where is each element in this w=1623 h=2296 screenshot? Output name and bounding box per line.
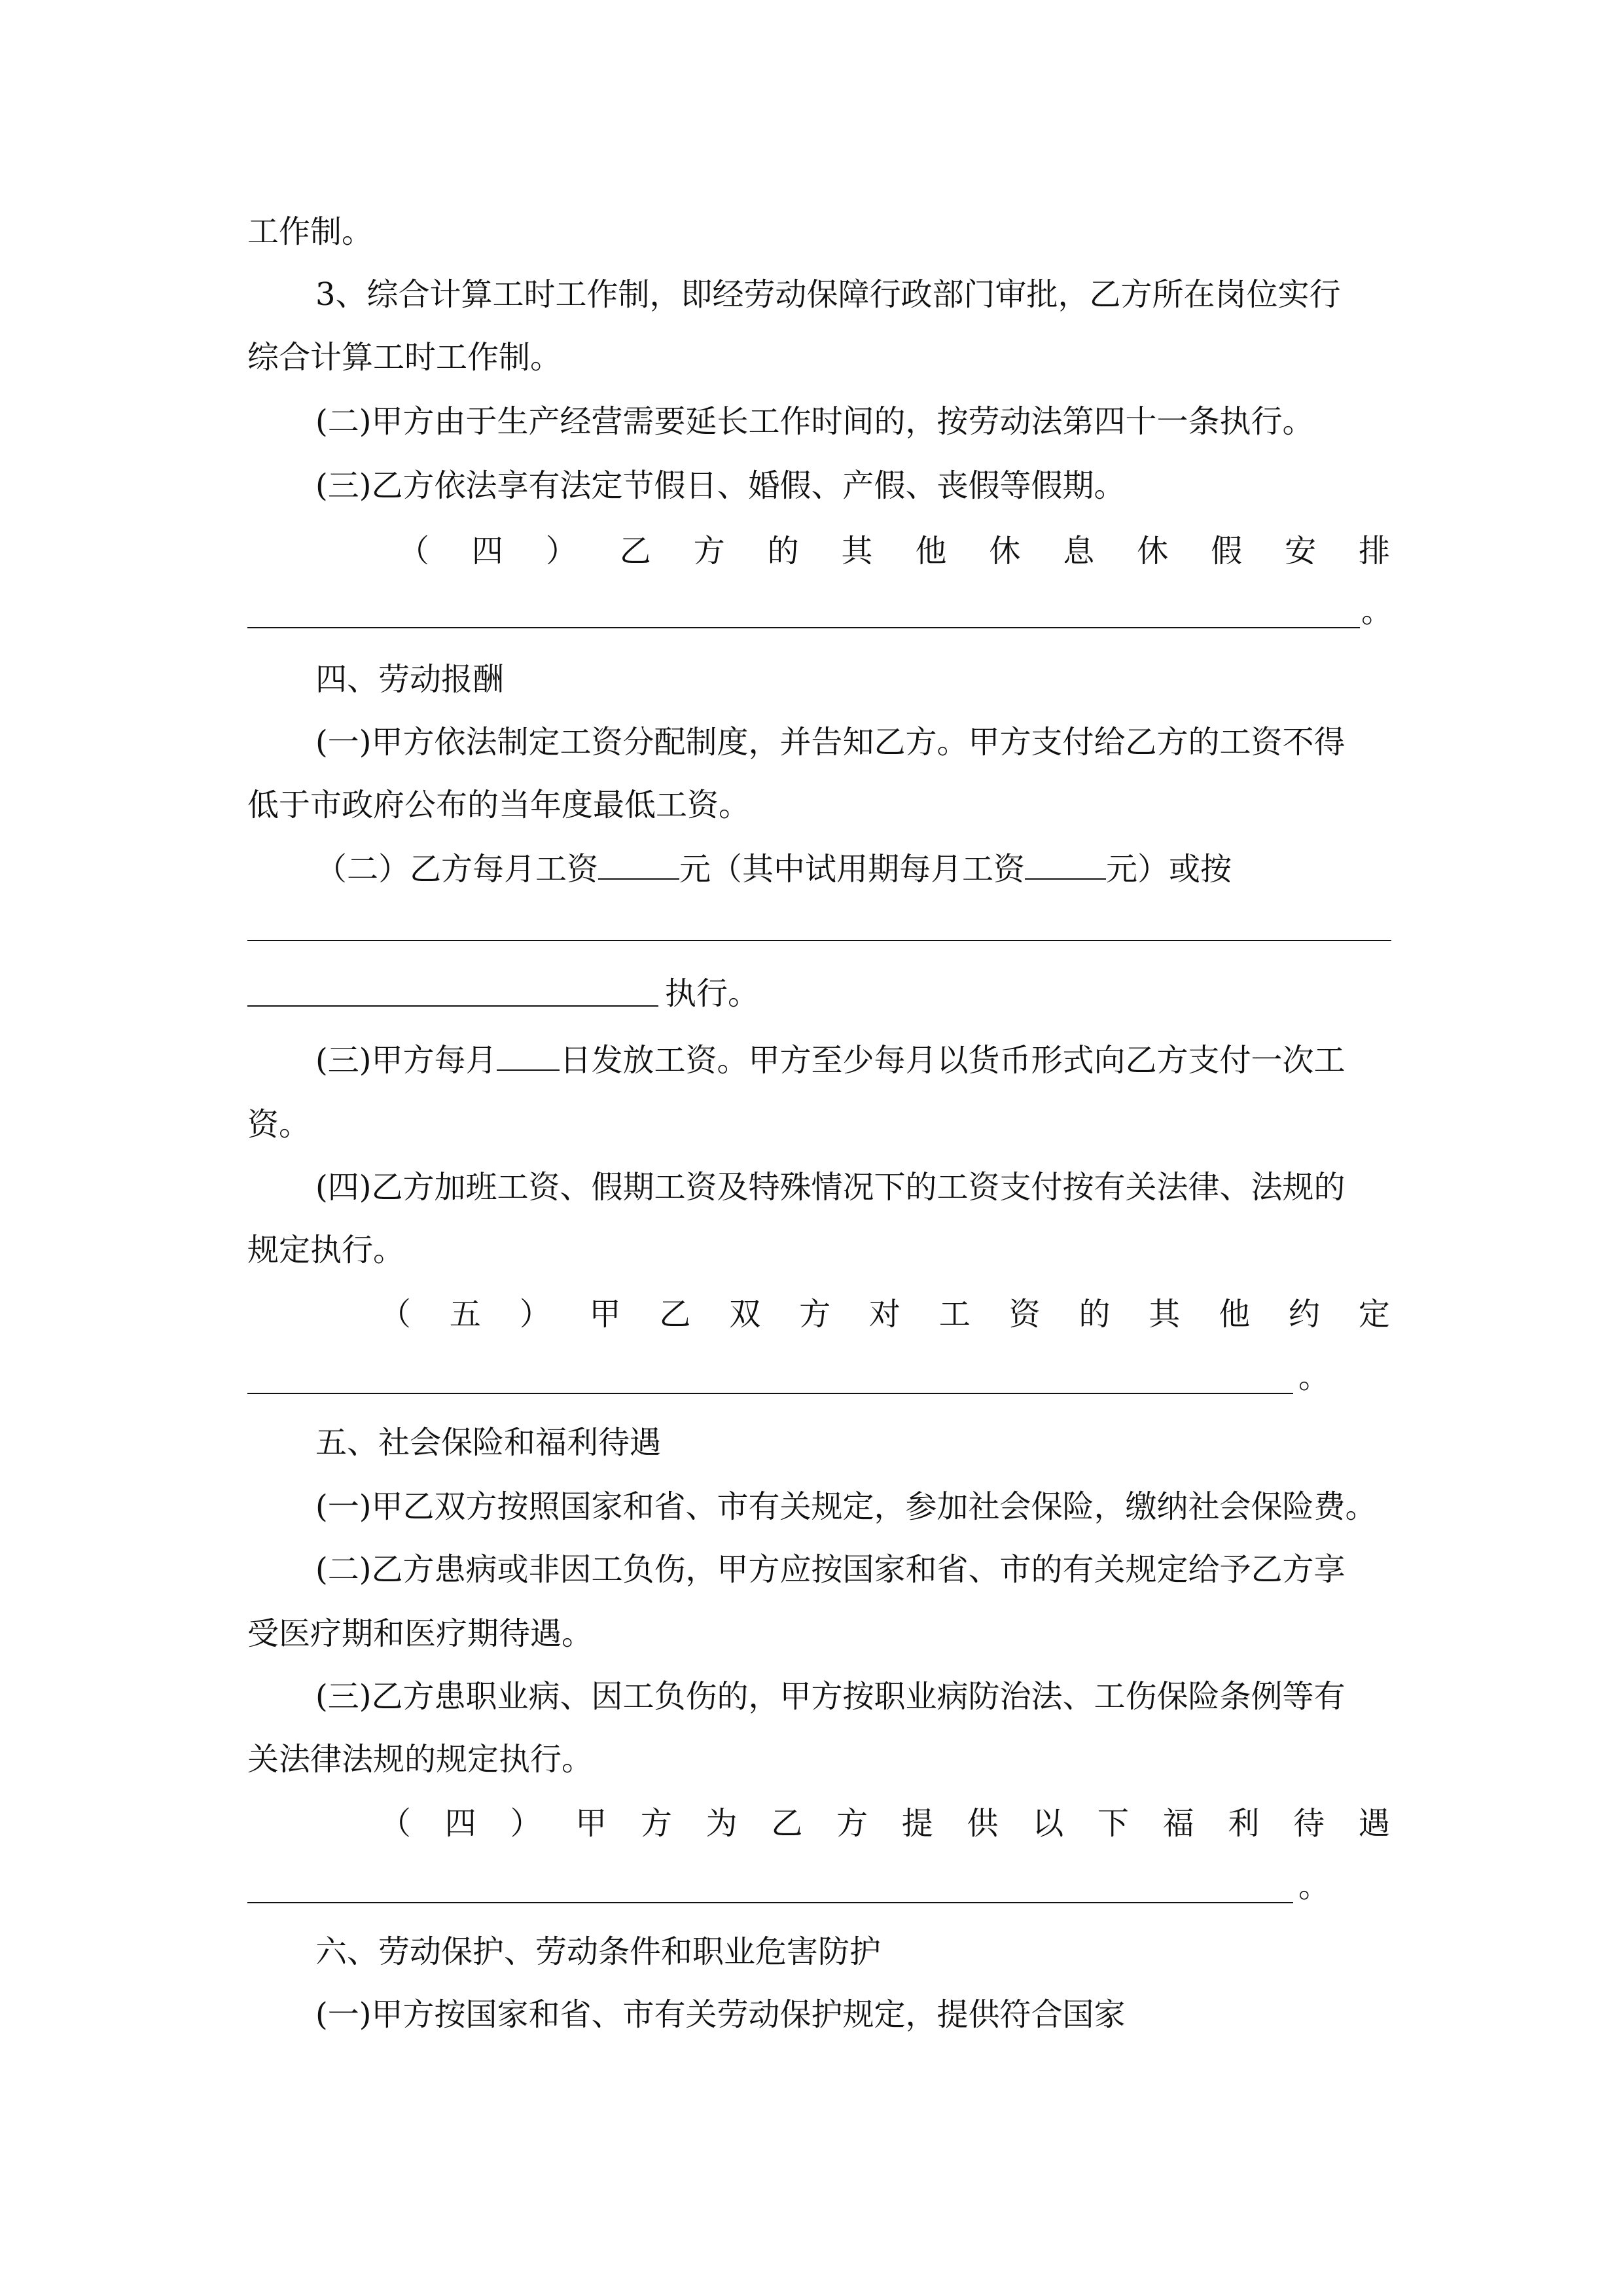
probation-salary-blank[interactable] (1025, 850, 1106, 880)
paragraph-line: 综合计算工时工作制。 (247, 339, 562, 376)
spread-heading-other-salary: （ 五 ） 甲 乙 双 方 对 工 资 的 其 他 约 定 (380, 1296, 1390, 1333)
paragraph-line: (一)甲方依法制定工资分配制度，并告知乙方。甲方支付给乙方的工资不得 (315, 724, 1346, 761)
blank-line-salary-method-2[interactable] (247, 1005, 658, 1007)
period: 。 (1298, 1359, 1330, 1395)
spread-heading-rest-arrangement: （ 四 ） 乙 方 的 其 他 休 息 休 假 安 排 (398, 533, 1390, 569)
blank-line-rest[interactable] (247, 627, 1360, 628)
text-execute: 执行。 (665, 975, 760, 1012)
paragraph-line: (一)甲方按国家和省、市有关劳动保护规定，提供符合国家 (315, 1996, 1126, 2033)
blank-line-welfare[interactable] (247, 1902, 1293, 1903)
spread-glyph: 遇 (1358, 1805, 1390, 1842)
blank-line-salary-method[interactable] (247, 940, 1391, 941)
section-heading: 四、劳动报酬 (315, 661, 505, 698)
paragraph-line: (二)甲方由于生产经营需要延长工作时间的，按劳动法第四十一条执行。 (315, 403, 1314, 440)
spread-glyph: 待 (1293, 1805, 1325, 1842)
paragraph-line: 低于市政府公布的当年度最低工资。 (247, 787, 751, 823)
paragraph-line: (一)甲乙双方按照国家和省、市有关规定，参加社会保险，缴纳社会保险费。 (315, 1488, 1377, 1525)
spread-heading-welfare: （ 四 ） 甲 方 为 乙 方 提 供 以 下 福 利 待 遇 (380, 1803, 1390, 1844)
pay-day-line: (三)甲方每月 日发放工资。甲方至少每月以货币形式向乙方支付一次工 (315, 1042, 1346, 1079)
paragraph-line: 受医疗期和医疗期待遇。 (247, 1615, 594, 1652)
paragraph-line: 关法律法规的规定执行。 (247, 1741, 594, 1778)
period: 。 (1361, 593, 1393, 630)
period: 。 (1298, 1868, 1330, 1905)
paragraph-line: 资。 (247, 1106, 311, 1143)
blank-line-other-salary[interactable] (247, 1393, 1293, 1394)
paragraph-line: 3、综合计算工时工作制，即经劳动保障行政部门审批，乙方所在岗位实行 (315, 276, 1341, 313)
paragraph-line: (二)乙方患病或非因工负伤，甲方应按国家和省、市的有关规定给予乙方享 (315, 1551, 1346, 1588)
monthly-salary-blank[interactable] (598, 850, 679, 880)
section-heading: 六、劳动保护、劳动条件和职业危害防护 (315, 1933, 882, 1970)
paragraph-line: 工作制。 (247, 213, 374, 250)
section-heading: 五、社会保险和福利待遇 (315, 1424, 662, 1461)
paragraph-line: 规定执行。 (247, 1232, 405, 1268)
paragraph-line: (三)乙方患职业病、因工负伤的，甲方按职业病防治法、工伤保险条例等有 (315, 1678, 1346, 1715)
salary-line: （二）乙方每月工资 元（其中试用期每月工资 元）或按 (315, 851, 1232, 888)
paragraph-line: (三)乙方依法享有法定节假日、婚假、产假、丧假等假期。 (315, 467, 1126, 504)
pay-day-blank[interactable] (497, 1041, 560, 1071)
paragraph-line: (四)乙方加班工资、假期工资及特殊情况下的工资支付按有关法律、法规的 (315, 1169, 1346, 1206)
